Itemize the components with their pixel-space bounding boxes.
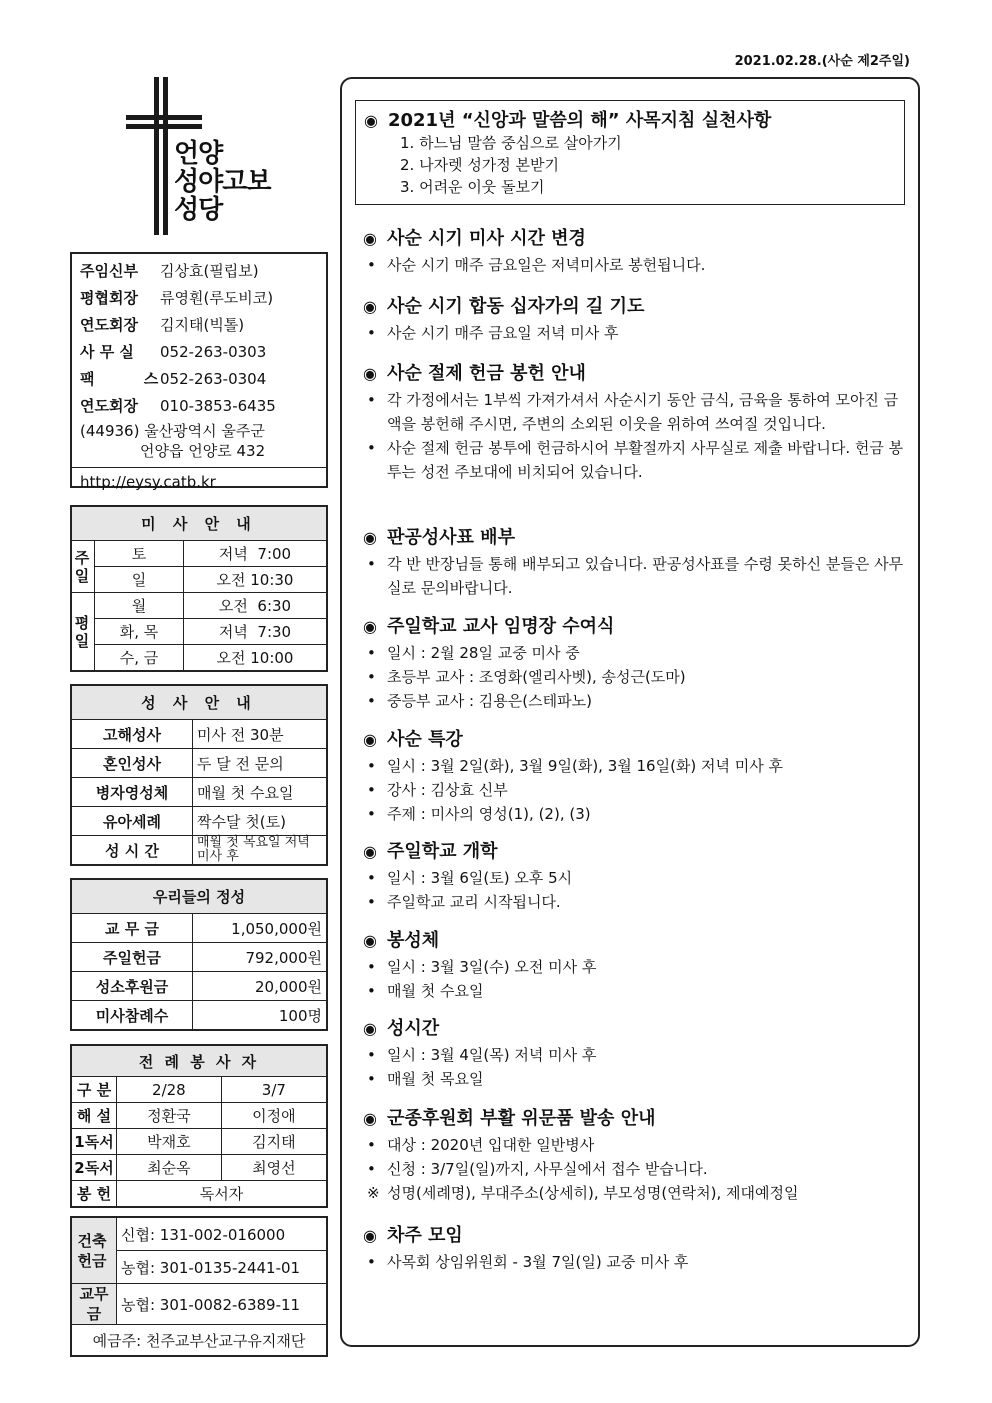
bullet-icon: • xyxy=(367,439,376,457)
notice-title-text: 차주 모임 xyxy=(386,1225,463,1246)
weekday-label xyxy=(71,593,95,672)
liturgy-minister: 김지태 xyxy=(221,1129,327,1155)
notice-text: 각 가정에서는 1부씩 가져가셔서 사순시기 동안 금식, 금육을 통하여 모아진 금액을 봉헌해 주시면, 주변의 소외된 이웃을 위하여 쓰여질 것입니다. xyxy=(387,391,899,433)
bank-account: 농협: 301-0135-2441-01 xyxy=(117,1251,328,1284)
building-fund-label xyxy=(71,1217,117,1284)
sacrament-value: 짝수달 첫(토) xyxy=(193,807,328,836)
notice-text: 성명(세례명), 부대주소(상세히), 부모성명(연락처), 제대예정일 xyxy=(387,1184,799,1202)
liturgy-label: 2독서 xyxy=(71,1155,117,1181)
notice-section xyxy=(363,225,908,277)
liturgy-minister: 정환국 xyxy=(117,1103,222,1129)
info-row xyxy=(80,392,318,419)
parish-name-line: 언양 xyxy=(174,139,223,169)
sacrament-value: 매월 첫 수요일 xyxy=(193,778,328,807)
bullet-icon: • xyxy=(367,644,376,662)
notice-text: 주일학교 교리 시작됩니다. xyxy=(387,893,561,911)
offering-label: 성소후원금 xyxy=(71,972,193,1001)
notice-line xyxy=(363,1157,908,1181)
notice-line xyxy=(363,436,908,484)
address-line: (44936) 울산광역시 울주군 xyxy=(80,422,265,440)
offering-title: 우리들의 정성 xyxy=(71,879,327,914)
fax-number: 052-263-0304 xyxy=(160,369,267,388)
sacrament-value: 두 달 전 문의 xyxy=(193,749,328,778)
notice-text: 각 반 반장님들 통해 배부되고 있습니다. 판공성사표를 수령 못하신 분들은 사무실로 문의바랍니다. xyxy=(387,555,904,597)
sacrament-title: 성 사 안 내 xyxy=(71,685,327,720)
notice-title-text: 사순 시기 미사 시간 변경 xyxy=(386,228,586,249)
bullseye-icon: ◉ xyxy=(363,528,377,547)
bullseye-icon: ◉ xyxy=(363,364,377,383)
notice-line xyxy=(363,552,908,600)
sacrament-label: 고해성사 xyxy=(71,720,193,749)
bullet-icon: • xyxy=(367,391,376,409)
info-label: 팩 스 xyxy=(80,370,181,388)
sacrament-info xyxy=(70,684,328,866)
liturgy-date: 2/28 xyxy=(117,1077,222,1103)
notice-section xyxy=(363,1222,908,1274)
info-row xyxy=(80,257,318,284)
mass-time: 오전 10:00 xyxy=(184,645,328,672)
bullseye-icon: ◉ xyxy=(363,297,377,316)
cross-bar xyxy=(126,124,202,129)
bullet-icon: • xyxy=(367,1136,376,1154)
notice-line xyxy=(363,1043,908,1067)
notice-text: 매월 첫 수요일 xyxy=(387,982,484,1000)
notice-title xyxy=(363,613,908,641)
notice-line xyxy=(363,321,908,345)
notice-text: 일시 : 3월 2일(화), 3월 9일(화), 3월 16일(화) 저녁 미사 후 xyxy=(387,757,784,775)
mass-time: 저녁 7:30 xyxy=(184,619,328,645)
notice-text: 일시 : 3월 4일(목) 저녁 미사 후 xyxy=(387,1046,597,1064)
notice-title xyxy=(363,225,908,253)
notice-line xyxy=(363,388,908,436)
liturgy-minister: 박재호 xyxy=(117,1129,222,1155)
notice-title xyxy=(363,838,908,866)
offering-label: 주일헌금 xyxy=(71,943,193,972)
notice-text: 일시 : 2월 28일 교중 미사 중 xyxy=(387,644,580,662)
bank-accounts xyxy=(70,1216,328,1357)
bullseye-icon: ◉ xyxy=(363,1019,377,1038)
parish-logo xyxy=(122,72,272,242)
parish-info-box xyxy=(70,252,328,491)
pastoral-title xyxy=(364,106,904,132)
notice-title xyxy=(363,726,908,754)
sunday-label-text: 주일 xyxy=(74,548,90,585)
liturgy-label: 해 설 xyxy=(71,1103,117,1129)
notice-note xyxy=(363,1181,908,1205)
notice-title xyxy=(363,524,908,552)
liturgy-ministers xyxy=(70,1044,328,1208)
reference-mark-icon: ※ xyxy=(367,1184,380,1202)
bullet-icon: • xyxy=(367,324,376,342)
offering-label: 미사참례수 xyxy=(71,1001,193,1031)
info-row xyxy=(80,284,318,311)
sacrament-label: 유아세례 xyxy=(71,807,193,836)
notice-line xyxy=(363,979,908,1003)
building-fund-label-text: 건축헌금 xyxy=(77,1231,107,1270)
info-row xyxy=(80,311,318,338)
bullet-icon: • xyxy=(367,1160,376,1178)
notice-line xyxy=(363,778,908,802)
bullseye-icon: ◉ xyxy=(363,842,377,861)
bullseye-icon: ◉ xyxy=(363,931,377,950)
bullseye-icon: ◉ xyxy=(363,1109,377,1128)
parish-name-line: 성당 xyxy=(174,195,223,225)
mass-schedule xyxy=(70,505,328,672)
bullet-icon: • xyxy=(367,958,376,976)
mass-day: 토 xyxy=(95,541,184,567)
mass-schedule-title: 미 사 안 내 xyxy=(71,506,327,541)
notice-title-text: 성시간 xyxy=(386,1018,440,1039)
notice-line xyxy=(363,665,908,689)
notice-text: 사순 시기 매주 금요일은 저녁미사로 봉헌됩니다. xyxy=(387,256,706,274)
bullet-icon: • xyxy=(367,893,376,911)
bulletin-date: 2021.02.28.(사순 제2주일) xyxy=(734,54,910,69)
notice-text: 매월 첫 목요일 xyxy=(387,1070,484,1088)
notice-title xyxy=(363,1015,908,1043)
address-line: 언양읍 언양로 432 xyxy=(140,442,266,460)
notice-text: 사순 절제 헌금 봉투에 헌금하시어 부활절까지 사무실로 제출 바랍니다. 헌금 봉투는 성전 주보대에 비치되어 있습니다. xyxy=(387,439,904,481)
offering-value: 1,050,000원 xyxy=(193,914,328,943)
bullet-icon: • xyxy=(367,692,376,710)
notice-title xyxy=(363,927,908,955)
notice-section xyxy=(363,293,908,345)
liturgy-minister: 독서자 xyxy=(117,1181,328,1208)
bullseye-icon: ◉ xyxy=(363,229,377,248)
mass-time: 오전 6:30 xyxy=(184,593,328,619)
notice-text: 중등부 교사 : 김용은(스테파노) xyxy=(387,692,592,710)
notice-line xyxy=(363,955,908,979)
notice-text: 초등부 교사 : 조영화(엘리사벳), 송성근(도마) xyxy=(387,668,686,686)
notice-title-text: 주일학교 교사 임명장 수여식 xyxy=(386,616,615,637)
info-value: 김상효(필립보) xyxy=(160,262,259,280)
notice-title-text: 주일학교 개학 xyxy=(386,841,498,862)
offering-summary xyxy=(70,878,328,1031)
bullseye-icon: ◉ xyxy=(363,1226,377,1245)
bullseye-icon: ◉ xyxy=(363,617,377,636)
tithe-label: 교무금 xyxy=(71,1284,117,1325)
bank-account: 농협: 301-0082-6389-11 xyxy=(117,1284,328,1325)
notice-text: 사순 시기 매주 금요일 저녁 미사 후 xyxy=(387,324,619,342)
notice-line xyxy=(363,1133,908,1157)
sacrament-label: 성 시 간 xyxy=(71,836,193,866)
notice-line xyxy=(363,1067,908,1091)
notice-section xyxy=(363,927,908,1003)
sacrament-label: 병자영성체 xyxy=(71,778,193,807)
info-row xyxy=(80,338,318,365)
notice-title-text: 군종후원회 부활 위문품 발송 안내 xyxy=(386,1108,656,1129)
bullet-icon: • xyxy=(367,982,376,1000)
notice-section xyxy=(363,726,908,826)
notice-line xyxy=(363,754,908,778)
info-label: 연도회장 xyxy=(80,397,138,415)
pastoral-item: 2. 나자렛 성가정 본받기 xyxy=(400,156,560,174)
bullet-icon: • xyxy=(367,805,376,823)
notice-line xyxy=(363,689,908,713)
liturgy-minister: 최순옥 xyxy=(117,1155,222,1181)
notice-title xyxy=(363,293,908,321)
sunday-label xyxy=(71,541,95,593)
notice-text: 신청 : 3/7일(일)까지, 사무실에서 접수 받습니다. xyxy=(387,1160,708,1178)
bullseye-icon: ◉ xyxy=(364,111,378,130)
notice-title-text: 봉성체 xyxy=(386,930,440,951)
bullet-icon: • xyxy=(367,1070,376,1088)
pastoral-item: 3. 어려운 이웃 돌보기 xyxy=(400,178,545,196)
notice-section xyxy=(363,613,908,713)
notice-text: 일시 : 3월 3일(수) 오전 미사 후 xyxy=(387,958,597,976)
liturgy-minister: 최영선 xyxy=(221,1155,327,1181)
bullseye-icon: ◉ xyxy=(363,730,377,749)
notice-title-text: 판공성사표 배부 xyxy=(386,527,515,548)
notice-section xyxy=(363,838,908,914)
mass-day: 일 xyxy=(95,567,184,593)
liturgy-label: 구 분 xyxy=(71,1077,117,1103)
notice-text: 강사 : 김상효 신부 xyxy=(387,781,508,799)
weekday-label-text: 평일 xyxy=(74,613,90,650)
liturgy-label: 봉 헌 xyxy=(71,1181,117,1208)
notice-title xyxy=(363,1105,908,1133)
mass-day: 화, 목 xyxy=(95,619,184,645)
info-value: 010-3853-6435 xyxy=(160,396,276,415)
offering-value: 792,000원 xyxy=(193,943,328,972)
cross-bar xyxy=(163,77,168,235)
notice-text: 일시 : 3월 6일(토) 오후 5시 xyxy=(387,869,573,887)
notice-section xyxy=(363,1015,908,1091)
offering-label: 교 무 금 xyxy=(71,914,193,943)
cross-icon xyxy=(154,77,159,235)
bullet-icon: • xyxy=(367,555,376,573)
notice-line xyxy=(363,890,908,914)
offering-value: 100명 xyxy=(193,1001,328,1031)
pastoral-item: 1. 하느님 말씀 중심으로 살아가기 xyxy=(400,134,622,152)
liturgy-label: 1독서 xyxy=(71,1129,117,1155)
info-label: 평협회장 xyxy=(80,289,138,307)
liturgy-title: 전 례 봉 사 자 xyxy=(71,1045,327,1077)
sacrament-label: 혼인성사 xyxy=(71,749,193,778)
notice-line xyxy=(363,641,908,665)
liturgy-minister: 이정애 xyxy=(221,1103,327,1129)
parish-name xyxy=(174,140,270,224)
notice-text: 주제 : 미사의 영성(1), (2), (3) xyxy=(387,805,591,823)
notice-title-text: 사순 시기 합동 십자가의 길 기도 xyxy=(386,296,645,317)
pastoral-title-text: 2021년 “신앙과 말씀의 해” 사목지침 실천사항 xyxy=(387,110,772,131)
mass-day: 수, 금 xyxy=(95,645,184,672)
notice-line xyxy=(363,866,908,890)
notice-title-text: 사순 절제 헌금 봉헌 안내 xyxy=(386,363,586,384)
info-row xyxy=(80,365,318,392)
mass-day: 월 xyxy=(95,593,184,619)
website-link[interactable]: http://eysy.catb.kr xyxy=(72,467,326,491)
notice-section xyxy=(363,360,908,484)
notice-title-text: 사순 특강 xyxy=(386,729,463,750)
notice-line xyxy=(363,1250,908,1274)
mass-time: 오전 10:30 xyxy=(184,567,328,593)
notice-section xyxy=(363,524,908,600)
bank-account: 신협: 131-002-016000 xyxy=(117,1217,328,1251)
notice-section xyxy=(363,1105,908,1205)
office-phone: 052-263-0303 xyxy=(160,342,267,361)
bullet-icon: • xyxy=(367,256,376,274)
notice-line xyxy=(363,253,908,277)
sacrament-value: 매월 첫 목요일 저녁미사 후 xyxy=(193,836,328,866)
info-value: 김지태(빅톨) xyxy=(160,316,245,334)
bullet-icon: • xyxy=(367,781,376,799)
sacrament-value: 미사 전 30분 xyxy=(193,720,328,749)
cross-bar xyxy=(126,115,202,120)
bullet-icon: • xyxy=(367,869,376,887)
notice-text: 대상 : 2020년 입대한 일반병사 xyxy=(387,1136,595,1154)
info-value: 류영훤(루도비코) xyxy=(160,289,274,307)
pastoral-guidelines xyxy=(355,100,905,205)
liturgy-date: 3/7 xyxy=(221,1077,327,1103)
notice-text: 사목회 상임위원회 - 3월 7일(일) 교중 미사 후 xyxy=(387,1253,689,1271)
notice-title xyxy=(363,360,908,388)
mass-time: 저녁 7:00 xyxy=(184,541,328,567)
parish-name-line: 성야고보 xyxy=(174,167,271,197)
info-label: 사 무 실 xyxy=(80,343,134,361)
info-label: 주임신부 xyxy=(80,262,138,280)
notice-title xyxy=(363,1222,908,1250)
address xyxy=(80,421,318,461)
bullet-icon: • xyxy=(367,1253,376,1271)
notice-line xyxy=(363,802,908,826)
offering-value: 20,000원 xyxy=(193,972,328,1001)
bullet-icon: • xyxy=(367,757,376,775)
info-label: 연도회장 xyxy=(80,316,138,334)
account-holder: 예금주: 천주교부산교구유지재단 xyxy=(71,1325,327,1357)
bullet-icon: • xyxy=(367,1046,376,1064)
bullet-icon: • xyxy=(367,668,376,686)
